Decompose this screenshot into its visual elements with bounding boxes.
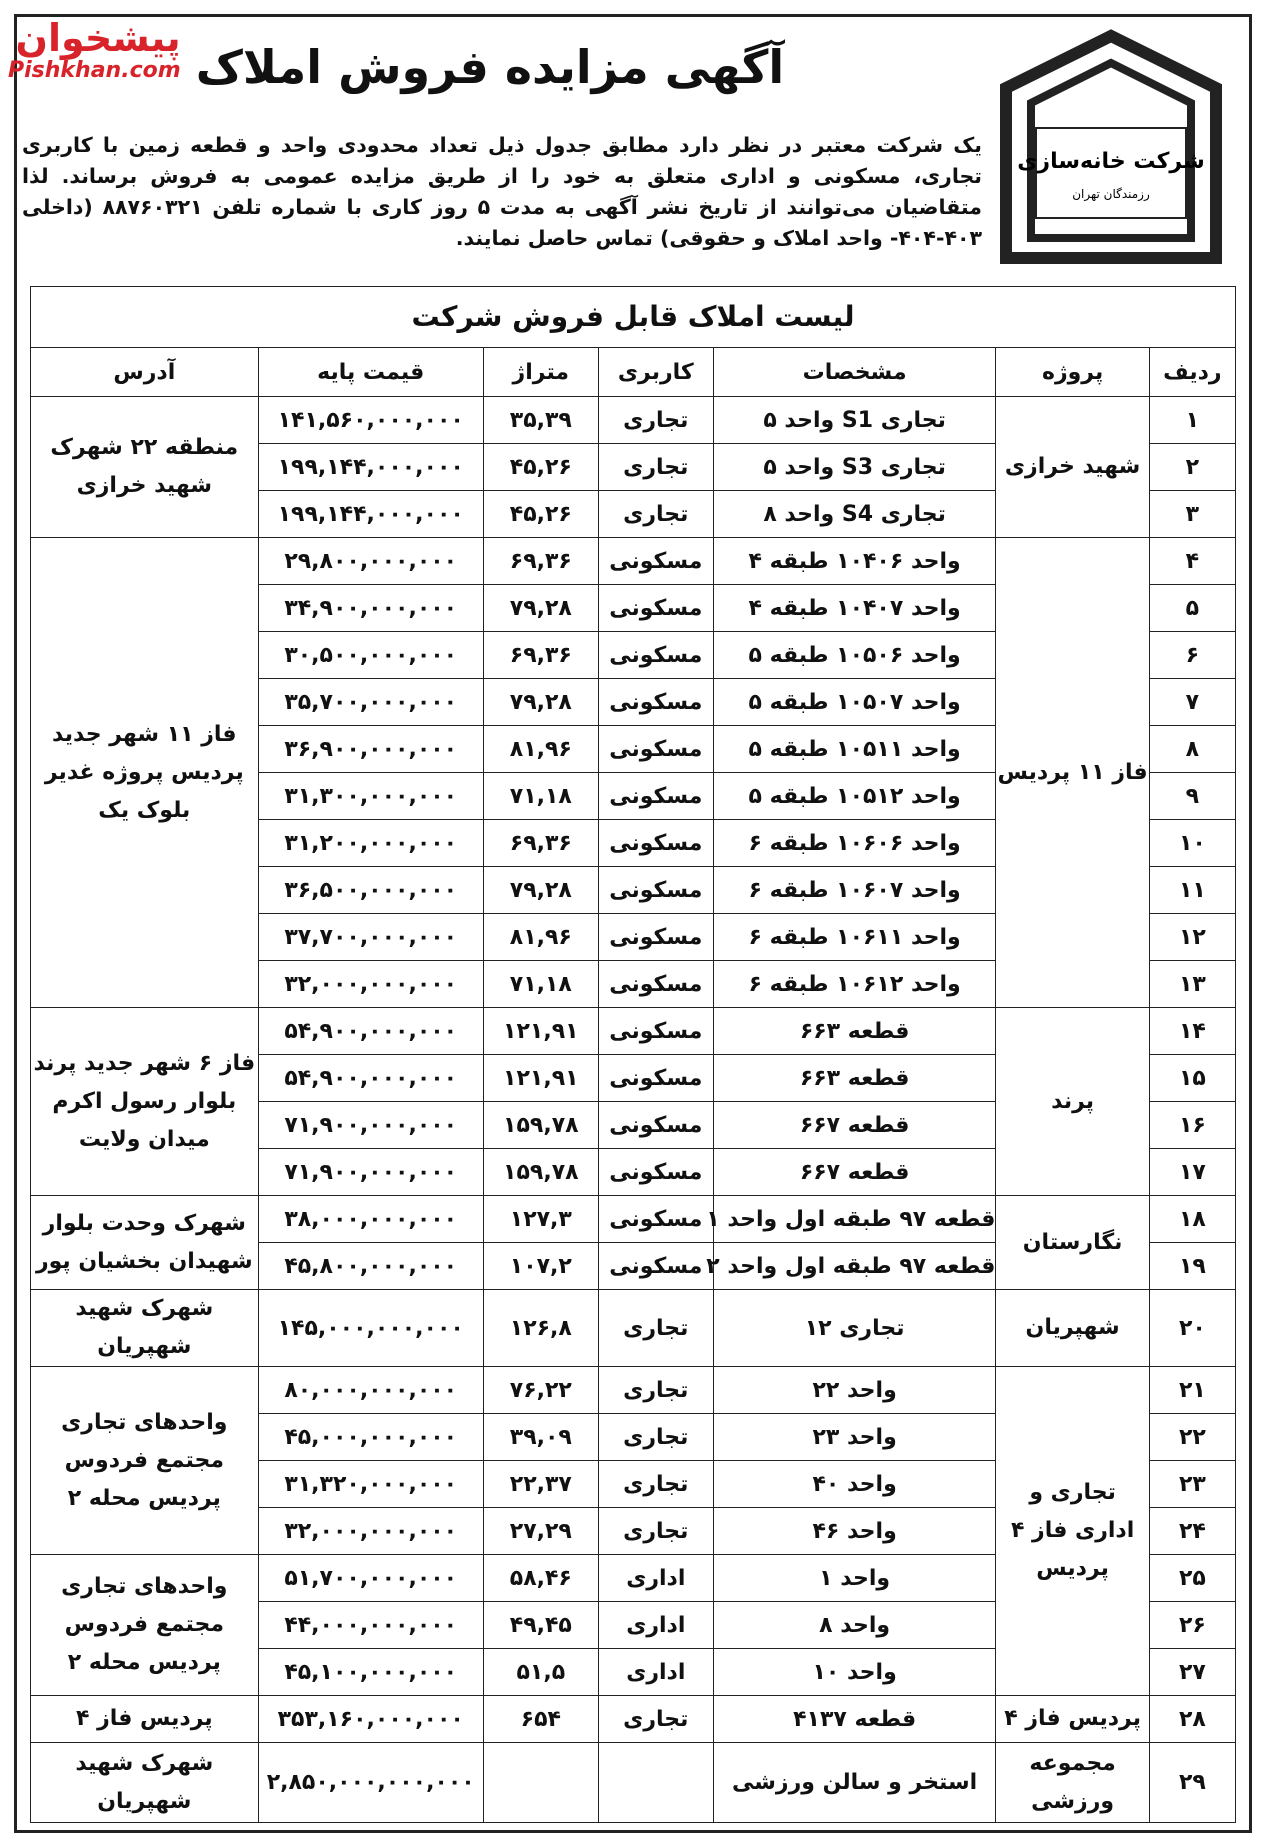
row-number: ۱۰ <box>1149 820 1235 867</box>
spec-cell: واحد ۱۰۵۰۶ طبقه ۵ <box>713 632 996 679</box>
use-cell: تجاری <box>598 1461 713 1508</box>
watermark-en: Pishkhan.com <box>8 58 181 83</box>
row-number: ۱۲ <box>1149 914 1235 961</box>
price-cell: ۱۹۹,۱۴۴,۰۰۰,۰۰۰ <box>258 444 483 491</box>
table-header-row <box>31 348 1236 397</box>
spec-cell: واحد ۱۰۵۱۲ طبقه ۵ <box>713 773 996 820</box>
table-row <box>31 1696 1236 1743</box>
use-cell: تجاری <box>598 397 713 444</box>
price-cell: ۵۱,۷۰۰,۰۰۰,۰۰۰ <box>258 1555 483 1602</box>
table-row <box>31 1743 1236 1823</box>
price-cell: ۳۵,۷۰۰,۰۰۰,۰۰۰ <box>258 679 483 726</box>
area-cell: ۱۲۱,۹۱ <box>483 1008 598 1055</box>
use-cell: مسکونی <box>598 1196 713 1243</box>
area-cell: ۳۹,۰۹ <box>483 1414 598 1461</box>
header-area: متراژ <box>483 348 598 397</box>
price-cell: ۱۴۱,۵۶۰,۰۰۰,۰۰۰ <box>258 397 483 444</box>
area-cell: ۵۱,۵ <box>483 1649 598 1696</box>
address-cell: فاز ۶ شهر جدید پرند بلوار رسول اکرم میدان ولایت <box>31 1008 259 1196</box>
row-number: ۸ <box>1149 726 1235 773</box>
use-cell <box>598 1743 713 1823</box>
row-number: ۱۵ <box>1149 1055 1235 1102</box>
row-number: ۱۱ <box>1149 867 1235 914</box>
use-cell: مسکونی <box>598 1008 713 1055</box>
area-cell: ۷۱,۱۸ <box>483 773 598 820</box>
row-number: ۲۰ <box>1149 1290 1235 1367</box>
price-cell: ۴۵,۰۰۰,۰۰۰,۰۰۰ <box>258 1414 483 1461</box>
price-cell: ۳۶,۹۰۰,۰۰۰,۰۰۰ <box>258 726 483 773</box>
area-cell: ۳۵,۳۹ <box>483 397 598 444</box>
area-cell: ۷۹,۲۸ <box>483 585 598 632</box>
row-number: ۷ <box>1149 679 1235 726</box>
spec-cell: تجاری S4 واحد ۸ <box>713 491 996 538</box>
area-cell <box>483 1743 598 1823</box>
use-cell: مسکونی <box>598 726 713 773</box>
area-cell: ۱۲۷,۳ <box>483 1196 598 1243</box>
price-cell: ۳۱,۳۰۰,۰۰۰,۰۰۰ <box>258 773 483 820</box>
spec-cell: تجاری ۱۲ <box>713 1290 996 1367</box>
use-cell: اداری <box>598 1602 713 1649</box>
area-cell: ۵۸,۴۶ <box>483 1555 598 1602</box>
area-cell: ۶۹,۳۶ <box>483 632 598 679</box>
spec-cell: تجاری S1 واحد ۵ <box>713 397 996 444</box>
row-number: ۲۹ <box>1149 1743 1235 1823</box>
spec-cell: واحد ۲۳ <box>713 1414 996 1461</box>
house-logo-icon <box>996 18 1226 268</box>
address-cell: شهرک شهید شهپریان <box>31 1290 259 1367</box>
price-cell: ۲۹,۸۰۰,۰۰۰,۰۰۰ <box>258 538 483 585</box>
project-cell: نگارستان <box>996 1196 1149 1290</box>
project-cell: شهپریان <box>996 1290 1149 1367</box>
spec-cell: واحد ۱۰۴۰۶ طبقه ۴ <box>713 538 996 585</box>
price-cell: ۲,۸۵۰,۰۰۰,۰۰۰,۰۰۰ <box>258 1743 483 1823</box>
project-cell: پرند <box>996 1008 1149 1196</box>
logo-name: شرکت خانه‌سازی <box>1017 149 1205 174</box>
row-number: ۲۸ <box>1149 1696 1235 1743</box>
use-cell: تجاری <box>598 1508 713 1555</box>
address-cell: پردیس فاز ۴ <box>31 1696 259 1743</box>
price-cell: ۳۷,۷۰۰,۰۰۰,۰۰۰ <box>258 914 483 961</box>
price-cell: ۸۰,۰۰۰,۰۰۰,۰۰۰ <box>258 1367 483 1414</box>
use-cell: مسکونی <box>598 632 713 679</box>
table-row <box>31 1196 1236 1243</box>
spec-cell: تجاری S3 واحد ۵ <box>713 444 996 491</box>
logo-sub: رزمندگان تهران <box>1072 187 1150 201</box>
company-logo <box>996 18 1226 268</box>
price-cell: ۳۶,۵۰۰,۰۰۰,۰۰۰ <box>258 867 483 914</box>
row-number: ۱ <box>1149 397 1235 444</box>
row-number: ۲۲ <box>1149 1414 1235 1461</box>
area-cell: ۱۵۹,۷۸ <box>483 1149 598 1196</box>
address-cell: فاز ۱۱ شهر جدید پردیس پروژه غدیر بلوک یک <box>31 538 259 1008</box>
spec-cell: قطعه ۹۷ طبقه اول واحد ۲ <box>713 1243 996 1290</box>
project-cell: شهید خرازی <box>996 397 1149 538</box>
table-row <box>31 1367 1236 1414</box>
area-cell: ۲۷,۲۹ <box>483 1508 598 1555</box>
use-cell: مسکونی <box>598 538 713 585</box>
spec-cell: واحد ۱۰۵۱۱ طبقه ۵ <box>713 726 996 773</box>
area-cell: ۷۹,۲۸ <box>483 679 598 726</box>
spec-cell: واحد ۱۰۶۱۲ طبقه ۶ <box>713 961 996 1008</box>
price-cell: ۳۱,۲۰۰,۰۰۰,۰۰۰ <box>258 820 483 867</box>
row-number: ۹ <box>1149 773 1235 820</box>
use-cell: مسکونی <box>598 773 713 820</box>
row-number: ۲۶ <box>1149 1602 1235 1649</box>
spec-cell: واحد ۴۰ <box>713 1461 996 1508</box>
price-cell: ۴۵,۸۰۰,۰۰۰,۰۰۰ <box>258 1243 483 1290</box>
use-cell: تجاری <box>598 1367 713 1414</box>
price-cell: ۳۸,۰۰۰,۰۰۰,۰۰۰ <box>258 1196 483 1243</box>
area-cell: ۷۶,۲۲ <box>483 1367 598 1414</box>
spec-cell: استخر و سالن ورزشی <box>713 1743 996 1823</box>
project-cell: فاز ۱۱ پردیس <box>996 538 1149 1008</box>
use-cell: مسکونی <box>598 679 713 726</box>
table-caption: لیست املاک قابل فروش شرکت <box>30 286 1236 347</box>
area-cell: ۶۹,۳۶ <box>483 820 598 867</box>
spec-cell: قطعه ۶۶۷ <box>713 1149 996 1196</box>
price-cell: ۱۴۵,۰۰۰,۰۰۰,۰۰۰ <box>258 1290 483 1367</box>
spec-cell: قطعه ۶۶۷ <box>713 1102 996 1149</box>
row-number: ۲۳ <box>1149 1461 1235 1508</box>
spec-cell: واحد ۲۲ <box>713 1367 996 1414</box>
use-cell: اداری <box>598 1555 713 1602</box>
use-cell: تجاری <box>598 491 713 538</box>
header-address: آدرس <box>31 348 259 397</box>
use-cell: تجاری <box>598 1290 713 1367</box>
use-cell: تجاری <box>598 444 713 491</box>
header-price: قیمت پایه <box>258 348 483 397</box>
row-number: ۲۵ <box>1149 1555 1235 1602</box>
area-cell: ۸۱,۹۶ <box>483 726 598 773</box>
spec-cell: واحد ۱۰۶۰۷ طبقه ۶ <box>713 867 996 914</box>
price-cell: ۳۵۳,۱۶۰,۰۰۰,۰۰۰ <box>258 1696 483 1743</box>
price-cell: ۳۴,۹۰۰,۰۰۰,۰۰۰ <box>258 585 483 632</box>
spec-cell: واحد ۱۰۶۱۱ طبقه ۶ <box>713 914 996 961</box>
table-row <box>31 1008 1236 1055</box>
row-number: ۲۷ <box>1149 1649 1235 1696</box>
area-cell: ۷۱,۱۸ <box>483 961 598 1008</box>
use-cell: تجاری <box>598 1696 713 1743</box>
use-cell: مسکونی <box>598 585 713 632</box>
area-cell: ۸۱,۹۶ <box>483 914 598 961</box>
spec-cell: واحد ۱۰۴۰۷ طبقه ۴ <box>713 585 996 632</box>
spec-cell: قطعه ۶۶۳ <box>713 1008 996 1055</box>
row-number: ۱۹ <box>1149 1243 1235 1290</box>
row-number: ۳ <box>1149 491 1235 538</box>
price-cell: ۵۴,۹۰۰,۰۰۰,۰۰۰ <box>258 1008 483 1055</box>
address-cell: شهرک وحدت بلوار شهیدان بخشیان پور <box>31 1196 259 1290</box>
area-cell: ۱۲۱,۹۱ <box>483 1055 598 1102</box>
area-cell: ۴۵,۲۶ <box>483 444 598 491</box>
use-cell: مسکونی <box>598 1055 713 1102</box>
row-number: ۲۱ <box>1149 1367 1235 1414</box>
spec-cell: قطعه ۴۱۳۷ <box>713 1696 996 1743</box>
use-cell: مسکونی <box>598 914 713 961</box>
area-cell: ۱۰۷,۲ <box>483 1243 598 1290</box>
spec-cell: قطعه ۹۷ طبقه اول واحد ۱ <box>713 1196 996 1243</box>
watermark <box>8 18 181 83</box>
price-cell: ۷۱,۹۰۰,۰۰۰,۰۰۰ <box>258 1149 483 1196</box>
header-spec: مشخصات <box>713 348 996 397</box>
use-cell: مسکونی <box>598 1243 713 1290</box>
row-number: ۲ <box>1149 444 1235 491</box>
area-cell: ۱۵۹,۷۸ <box>483 1102 598 1149</box>
price-cell: ۴۴,۰۰۰,۰۰۰,۰۰۰ <box>258 1602 483 1649</box>
price-cell: ۷۱,۹۰۰,۰۰۰,۰۰۰ <box>258 1102 483 1149</box>
address-cell: منطقه ۲۲ شهرک شهید خرازی <box>31 397 259 538</box>
table-row <box>31 1290 1236 1367</box>
area-cell: ۷۹,۲۸ <box>483 867 598 914</box>
row-number: ۵ <box>1149 585 1235 632</box>
spec-cell: واحد ۱۰۶۰۶ طبقه ۶ <box>713 820 996 867</box>
use-cell: تجاری <box>598 1414 713 1461</box>
use-cell: مسکونی <box>598 820 713 867</box>
page-title: آگهی مزایده فروش املاک <box>195 40 785 94</box>
row-number: ۱۶ <box>1149 1102 1235 1149</box>
area-cell: ۱۲۶,۸ <box>483 1290 598 1367</box>
watermark-fa: پیشخوان <box>15 16 181 60</box>
row-number: ۴ <box>1149 538 1235 585</box>
row-number: ۱۳ <box>1149 961 1235 1008</box>
property-table <box>30 286 1236 1823</box>
spec-cell: واحد ۴۶ <box>713 1508 996 1555</box>
row-number: ۱۸ <box>1149 1196 1235 1243</box>
spec-cell: قطعه ۶۶۳ <box>713 1055 996 1102</box>
use-cell: اداری <box>598 1649 713 1696</box>
use-cell: مسکونی <box>598 1102 713 1149</box>
spec-cell: واحد ۸ <box>713 1602 996 1649</box>
area-cell: ۴۹,۴۵ <box>483 1602 598 1649</box>
project-cell: مجموعه ورزشی <box>996 1743 1149 1823</box>
address-cell: واحدهای تجاری مجتمع فردوس پردیس محله ۲ <box>31 1367 259 1555</box>
spec-cell: واحد ۱ <box>713 1555 996 1602</box>
address-cell: شهرک شهید شهپریان <box>31 1743 259 1823</box>
area-cell: ۴۵,۲۶ <box>483 491 598 538</box>
intro-text: یک شرکت معتبر در نظر دارد مطابق جدول ذیل تعداد محدودی واحد و قطعه زمین با کاربری تجاری، مسکونی و اداری متعلق به خود را از طریق مزایده عمومی به فروش برساند. لذا متقاضیان می‌توانند از تاریخ نشر آگهی به مدت ۵ روز کاری با شماره تلفن ۸۸۷۶۰۳۲۱ (داخلی ۴۰۳-۴۰۴- واحد املاک و حقوقی) تماس حاصل نمایند. <box>22 133 982 250</box>
row-number: ۱۷ <box>1149 1149 1235 1196</box>
row-number: ۶ <box>1149 632 1235 679</box>
spec-cell: واحد ۱۰ <box>713 1649 996 1696</box>
row-number: ۱۴ <box>1149 1008 1235 1055</box>
project-cell: تجاری و اداری فاز ۴ پردیس <box>996 1367 1149 1696</box>
table-row <box>31 397 1236 444</box>
price-cell: ۱۹۹,۱۴۴,۰۰۰,۰۰۰ <box>258 491 483 538</box>
row-number: ۲۴ <box>1149 1508 1235 1555</box>
price-cell: ۳۰,۵۰۰,۰۰۰,۰۰۰ <box>258 632 483 679</box>
price-cell: ۳۲,۰۰۰,۰۰۰,۰۰۰ <box>258 1508 483 1555</box>
header-row-number: ردیف <box>1149 348 1235 397</box>
use-cell: مسکونی <box>598 867 713 914</box>
address-cell: واحدهای تجاری مجتمع فردوس پردیس محله ۲ <box>31 1555 259 1696</box>
table-row <box>31 538 1236 585</box>
area-cell: ۲۲,۳۷ <box>483 1461 598 1508</box>
price-cell: ۳۲,۰۰۰,۰۰۰,۰۰۰ <box>258 961 483 1008</box>
use-cell: مسکونی <box>598 1149 713 1196</box>
price-cell: ۵۴,۹۰۰,۰۰۰,۰۰۰ <box>258 1055 483 1102</box>
area-cell: ۶۵۴ <box>483 1696 598 1743</box>
spec-cell: واحد ۱۰۵۰۷ طبقه ۵ <box>713 679 996 726</box>
header-use: کاربری <box>598 348 713 397</box>
price-cell: ۳۱,۳۲۰,۰۰۰,۰۰۰ <box>258 1461 483 1508</box>
project-cell: پردیس فاز ۴ <box>996 1696 1149 1743</box>
use-cell: مسکونی <box>598 961 713 1008</box>
area-cell: ۶۹,۳۶ <box>483 538 598 585</box>
price-cell: ۴۵,۱۰۰,۰۰۰,۰۰۰ <box>258 1649 483 1696</box>
header-project: پروژه <box>996 348 1149 397</box>
